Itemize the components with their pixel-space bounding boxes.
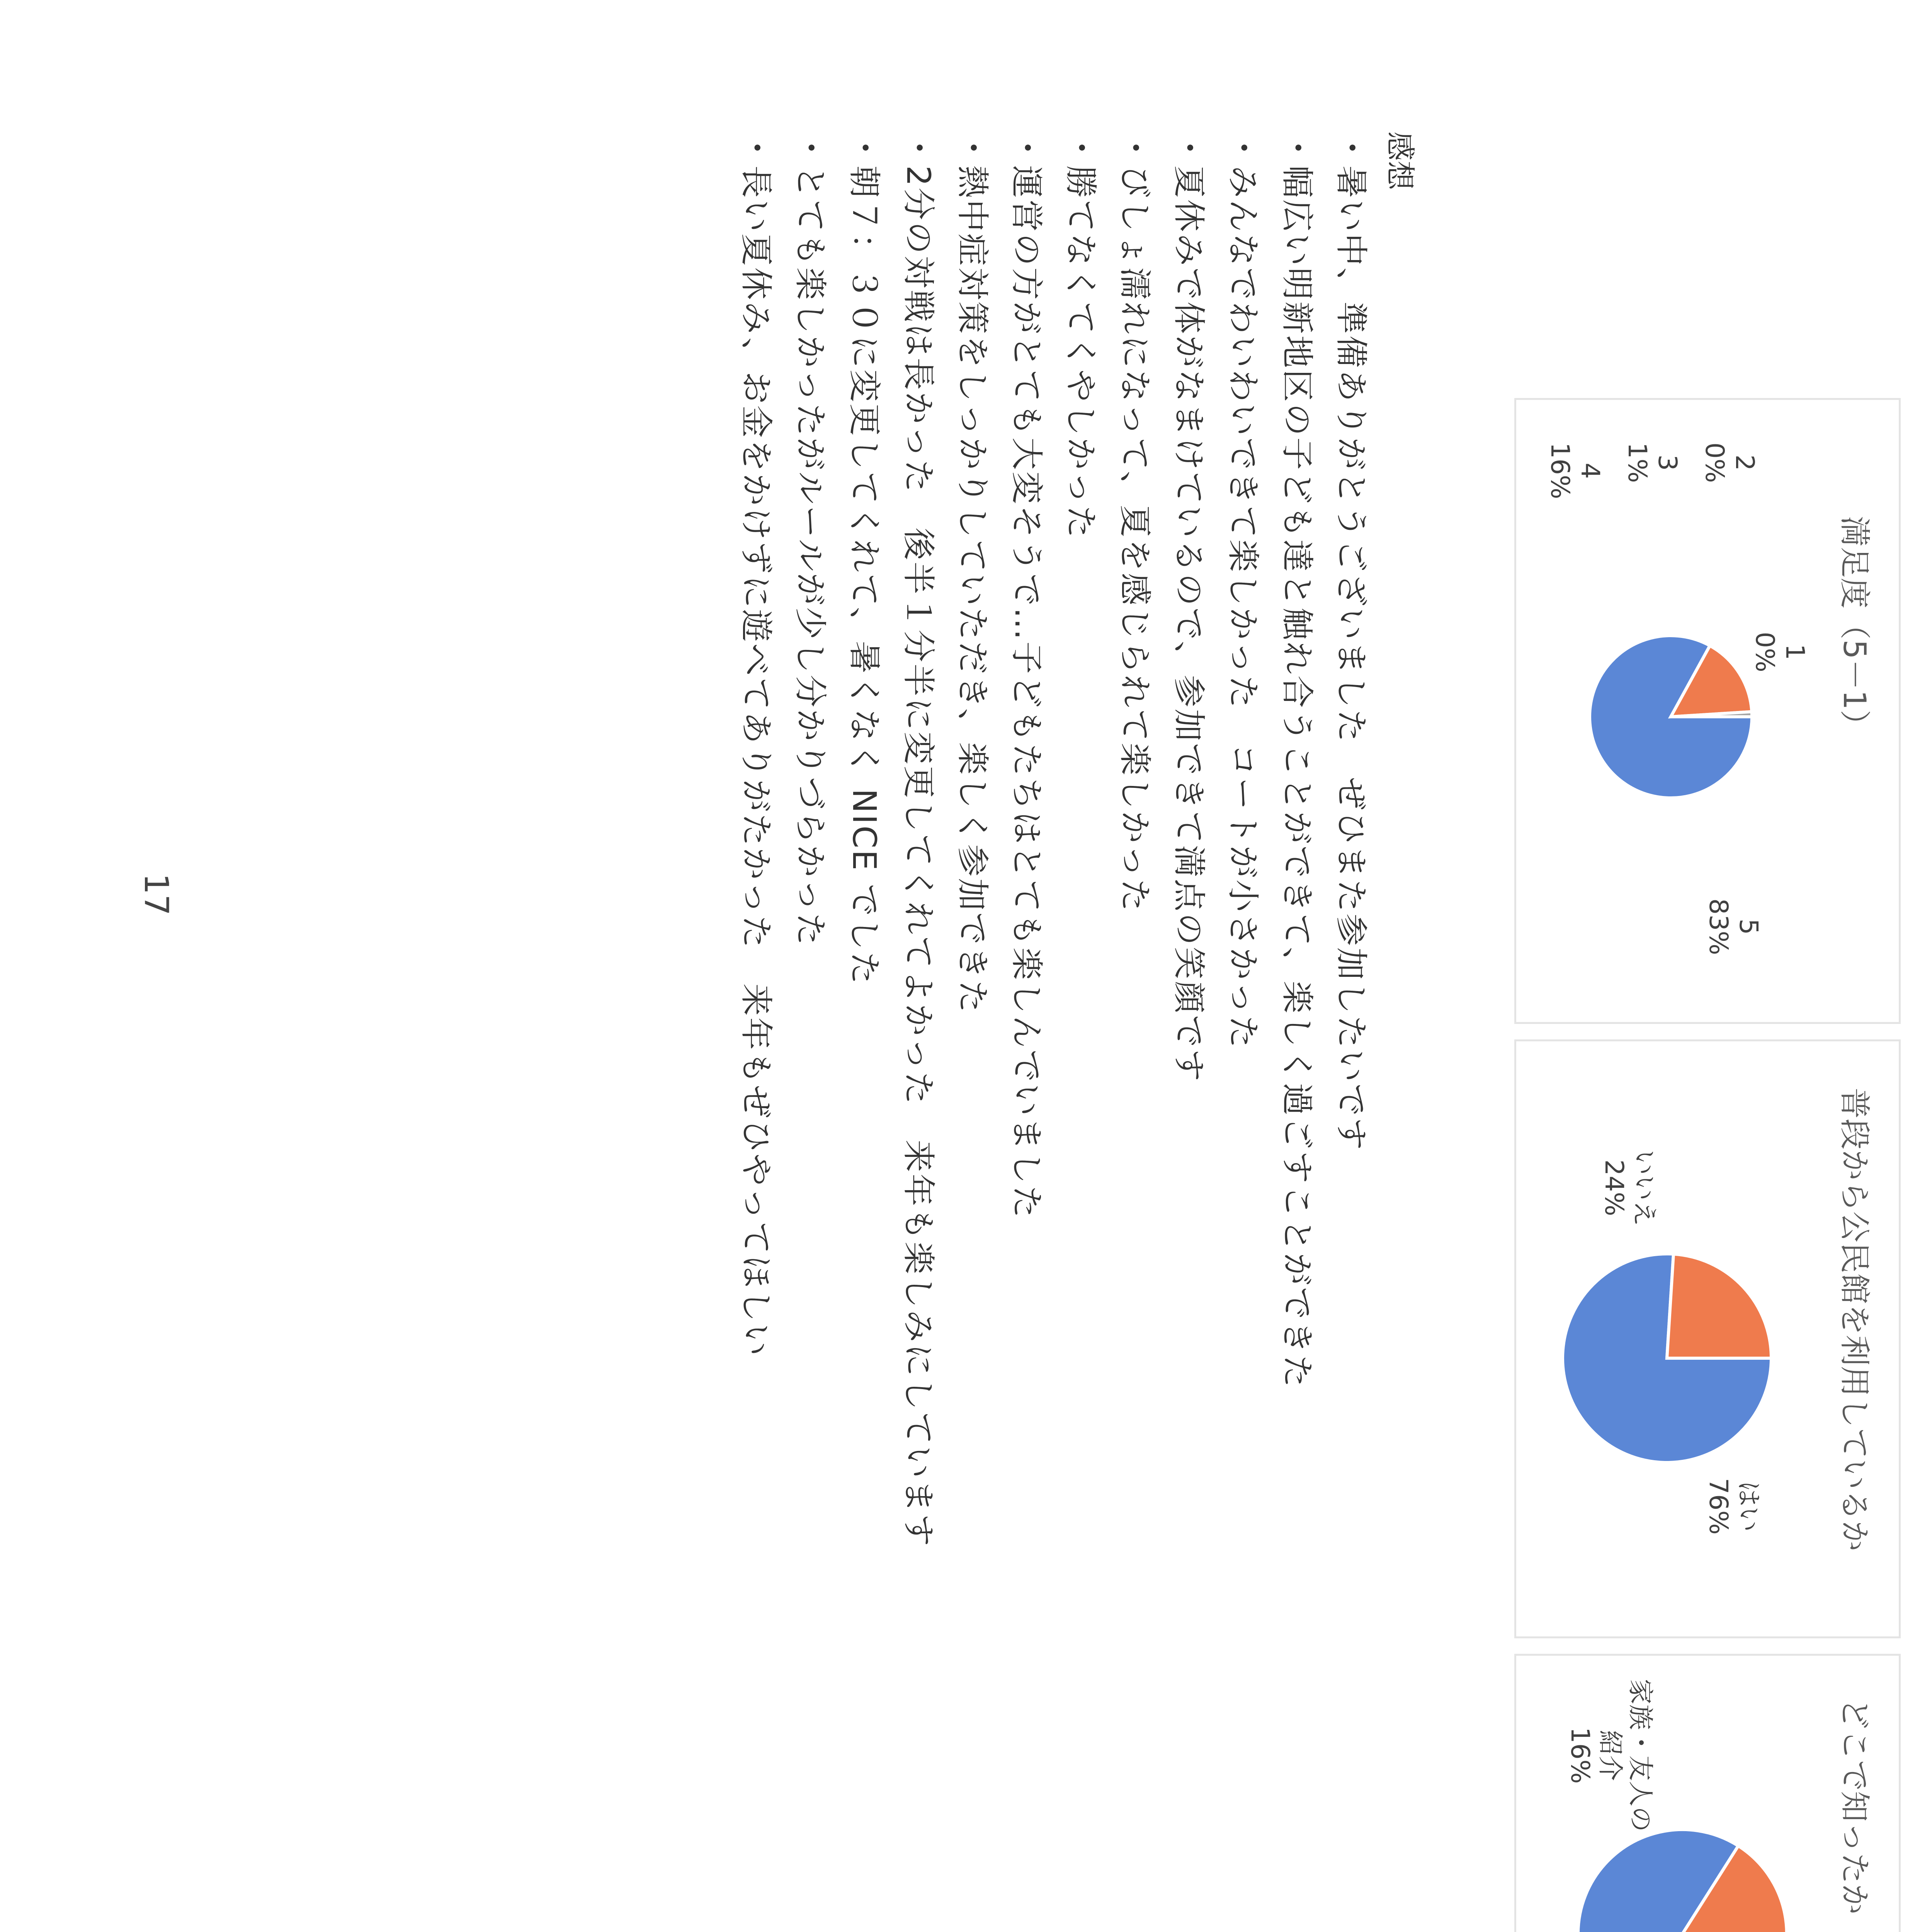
comment-item: ・2分の対戦は長かった 後半１分半に変更してくれてよかった 来年も楽しみにしています bbox=[900, 131, 937, 1548]
comment-item: ・幅広い明新地区の子ども達と触れ合うことができて、楽しく過ごすことができた bbox=[1278, 131, 1316, 1389]
comment-item: ・びしょ濡れになって、夏を感じられて楽しかった bbox=[1116, 131, 1154, 913]
satisfaction-label-2: 2 0% bbox=[1700, 442, 1760, 483]
source-chart-title: どこで知ったか bbox=[1837, 1698, 1872, 1915]
usage-pie bbox=[1516, 1041, 1899, 1636]
satisfaction-label-3: 3 1% bbox=[1622, 442, 1682, 483]
satisfaction-chart-panel bbox=[1514, 398, 1901, 1024]
comment-item: ・熱中症対策をしっかりしていただき、楽しく参加できた bbox=[954, 131, 992, 1014]
comment-item: ・とても楽しかったがルールが少し分かりづらかった bbox=[791, 131, 829, 947]
comment-item: ・みんなでわいわいできて楽しかった コートが小さかった bbox=[1224, 131, 1262, 1050]
usage-label-no: いいえ 24% bbox=[1599, 1150, 1659, 1226]
satisfaction-chart-title: 満足度（5－1） bbox=[1837, 516, 1872, 741]
comments-title: 感想 bbox=[1383, 131, 1417, 190]
usage-chart-panel bbox=[1514, 1039, 1901, 1638]
comment-item: ・暑い中、準備ありがとうございました ぜひまた参加したいです bbox=[1332, 131, 1370, 1152]
page-number: 17 bbox=[137, 873, 175, 916]
satisfaction-label-1: 1 0% bbox=[1750, 632, 1810, 672]
usage-chart-title: 普段から公民館を利用しているか bbox=[1837, 1088, 1872, 1551]
pie-slice-いいえ bbox=[1667, 1254, 1771, 1358]
satisfaction-label-4: 4 16% bbox=[1545, 442, 1605, 499]
source-label-family: 家族・友人の 紹介 16% bbox=[1565, 1679, 1655, 1832]
comment-item: ・勝てなくてくやしかった bbox=[1062, 131, 1100, 540]
comment-item: ・長い夏休み、お金をかけずに遊べてありがたかった 来年もぜひやってほしい bbox=[737, 131, 775, 1358]
comment-item: ・運営の方がとても大変そうで…子どもたちはとても楽しんでいました bbox=[1008, 131, 1046, 1220]
comment-item: ・朝７：３０に変更してくれて、暑くなく NICE でした bbox=[845, 131, 883, 986]
usage-label-yes: はい 76% bbox=[1704, 1478, 1764, 1535]
comment-item: ・夏休みで体がなまけているので、参加できて満点の笑顔です bbox=[1170, 131, 1208, 1083]
satisfaction-label-5: 5 83% bbox=[1704, 898, 1764, 955]
source-chart-panel bbox=[1514, 1654, 1901, 1932]
